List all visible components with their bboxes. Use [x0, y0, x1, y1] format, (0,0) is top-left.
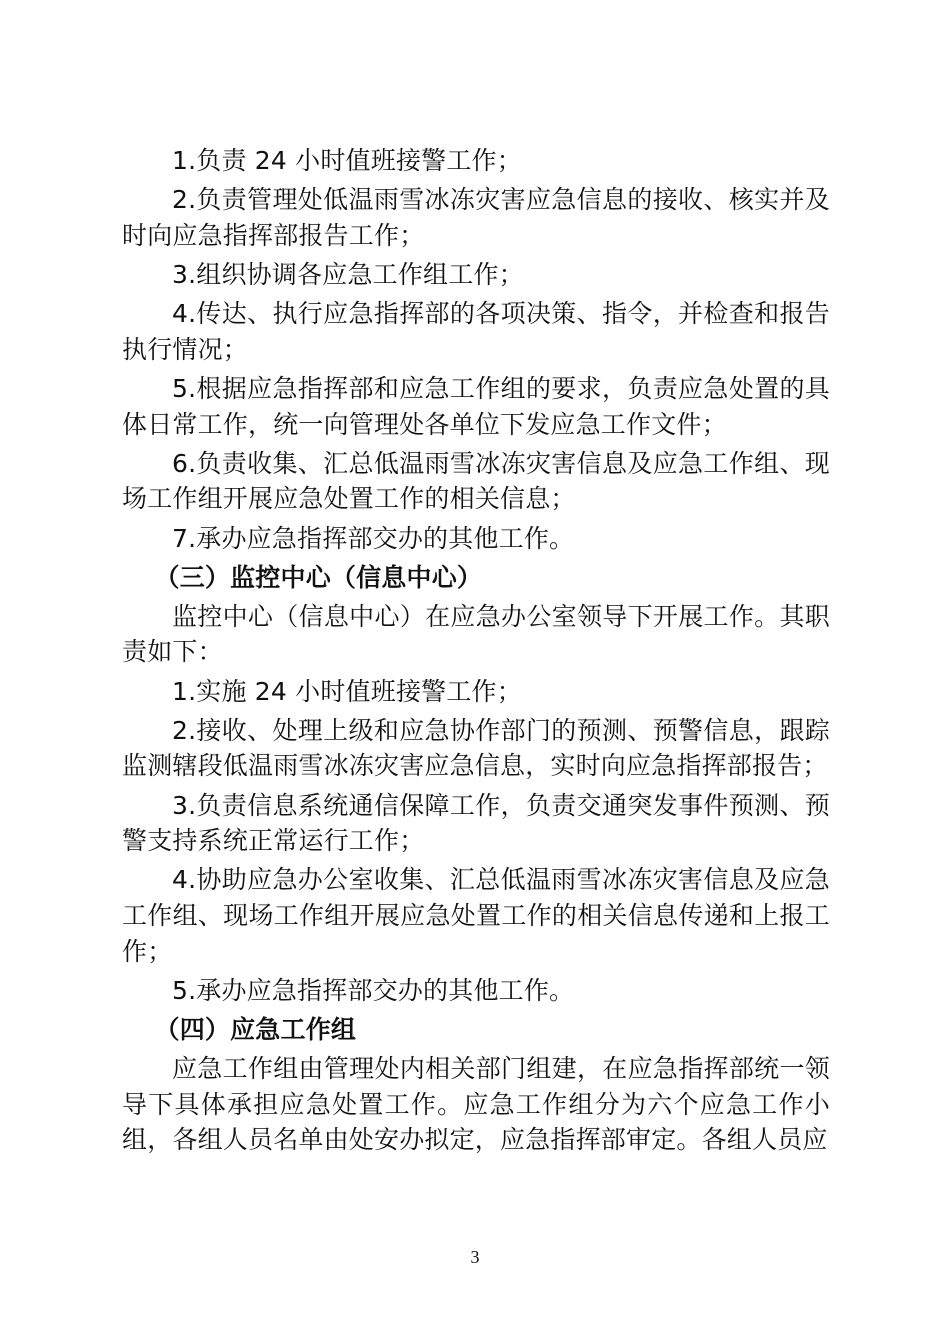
body-paragraph: 应急工作组由管理处内相关部门组建，在应急指挥部统一领导下具体承担应急处置工作。应急工作组分为六个应急工作小组，各组人员名单由处安办拟定，应急指挥部审定。各组人员应 [122, 1054, 830, 1155]
list-item: 3.组织协调各应急工作组工作； [172, 259, 524, 289]
list-item: 1.实施 24 小时值班接警工作； [172, 676, 522, 706]
body-paragraph: 监控中心（信息中心）在应急办公室领导下开展工作。其职责如下： [122, 601, 830, 667]
page-number: 3 [470, 1247, 480, 1267]
list-item: 5.根据应急指挥部和应急工作组的要求，负责应急处置的具体日常工作，统一向管理处各单位下发应急工作文件； [122, 373, 830, 439]
list-item: 4.传达、执行应急指挥部的各项决策、指令，并检查和报告执行情况； [122, 299, 830, 364]
list-item: 4.协助应急办公室收集、汇总低温雨雪冰冻灾害信息及应急工作组、现场工作组开展应急处置工作的相关信息传递和上报工作； [122, 865, 830, 966]
list-item: 3.负责信息系统通信保障工作，负责交通突发事件预测、预警支持系统正常运行工作； [122, 790, 830, 856]
section-heading: （三）监控中心（信息中心） [154, 562, 483, 592]
list-item: 5.承办应急指挥部交办的其他工作。 [172, 975, 575, 1005]
list-item: 1.负责 24 小时值班接警工作； [172, 146, 522, 175]
list-item: 2.负责管理处低温雨雪冰冻灾害应急信息的接收、核实并及时向应急指挥部报告工作； [122, 185, 830, 250]
section-heading: （四）应急工作组 [154, 1014, 357, 1044]
list-item: 7.承办应急指挥部交办的其他工作。 [172, 523, 575, 553]
list-item: 6.负责收集、汇总低温雨雪冰冻灾害信息及应急工作组、现场工作组开展应急处置工作的相关信息； [122, 448, 830, 514]
list-item: 2.接收、处理上级和应急协作部门的预测、预警信息，跟踪监测辖段低温雨雪冰冻灾害应急信息，实时向应急指挥部报告； [122, 715, 830, 781]
document-body [122, 143, 830, 1162]
